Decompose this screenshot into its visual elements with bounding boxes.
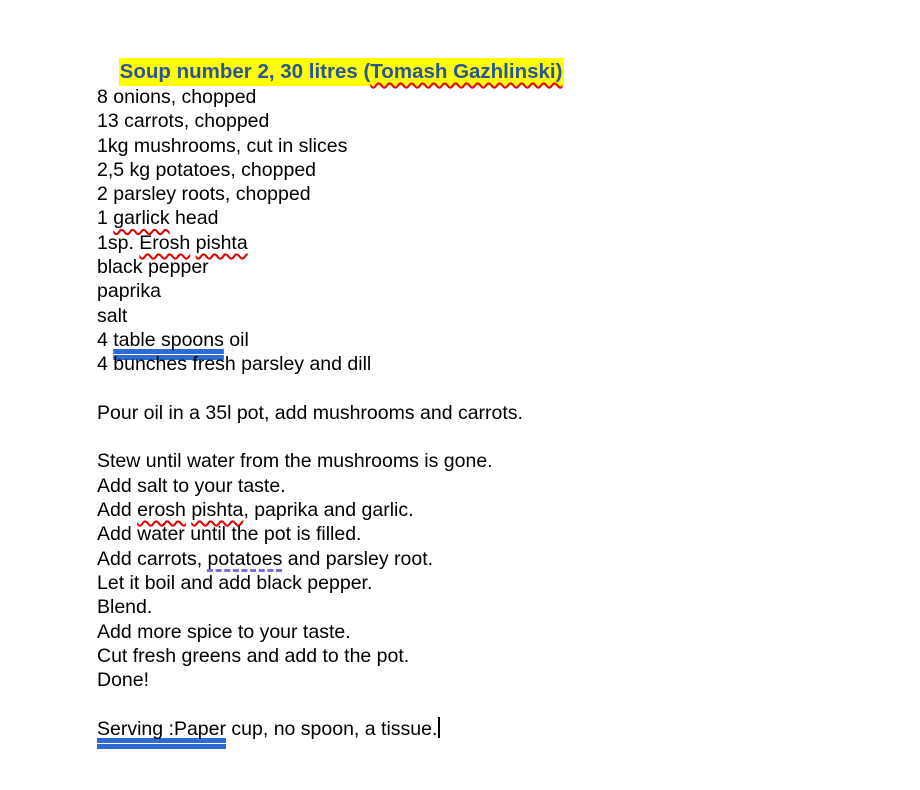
text-segment: and parsley root. bbox=[282, 547, 434, 570]
flagged-text-spell: erosh bbox=[137, 499, 186, 522]
text-segment: 1sp. bbox=[97, 231, 140, 254]
flagged-text-spell: garlick bbox=[113, 207, 170, 230]
text-segment: cup, no spoon, a tissue. bbox=[226, 717, 438, 740]
text-segment: Let it boil and add black pepper. bbox=[97, 571, 373, 594]
recipe-line bbox=[97, 134, 880, 158]
flagged-text-rewrite: potatoes bbox=[207, 547, 283, 570]
text-segment: 1kg mushrooms, cut in slices bbox=[97, 134, 348, 157]
recipe-line bbox=[97, 231, 880, 255]
text-segment: 8 onions, chopped bbox=[97, 86, 257, 108]
recipe-line bbox=[97, 547, 880, 571]
text-segment: Add carrots, bbox=[97, 547, 208, 570]
recipe-line bbox=[97, 206, 880, 230]
blank-line bbox=[97, 377, 880, 401]
flagged-text-spell: pishta bbox=[195, 231, 248, 254]
recipe-line bbox=[97, 474, 880, 498]
text-segment: 13 carrots, chopped bbox=[97, 110, 270, 133]
text-segment: Add salt to your taste. bbox=[97, 474, 286, 497]
text-segment: Blend. bbox=[97, 596, 153, 619]
text-segment: Add more spice to your taste. bbox=[97, 620, 351, 643]
text-segment: Pour oil in a 35l pot, add mushrooms and carrots. bbox=[97, 401, 523, 424]
text-segment: Soup number 2, 30 litres ( bbox=[119, 60, 371, 83]
text-segment: Stew until water from the mushrooms is gone. bbox=[97, 450, 493, 473]
text-segment: 1 bbox=[97, 207, 114, 230]
recipe-line bbox=[97, 595, 880, 619]
text-segment: salt bbox=[97, 304, 128, 327]
recipe-line bbox=[97, 255, 880, 279]
recipe-line bbox=[97, 522, 880, 546]
text-segment: Cut fresh greens and add to the pot. bbox=[97, 644, 410, 667]
flagged-text-grammar: Serving :Paper bbox=[97, 717, 226, 740]
text-segment: Add bbox=[97, 499, 138, 522]
recipe-line bbox=[97, 109, 880, 133]
recipe-line bbox=[97, 498, 880, 522]
flagged-text-spell: Tomash Gazhlinski) bbox=[370, 60, 563, 83]
recipe-line bbox=[97, 449, 880, 473]
text-segment: paprika bbox=[97, 280, 161, 303]
text-segment: head bbox=[169, 207, 219, 230]
recipe-line bbox=[97, 668, 880, 692]
recipe-line bbox=[97, 644, 880, 668]
recipe-line bbox=[97, 85, 880, 109]
text-segment: 2,5 kg potatoes, chopped bbox=[97, 158, 317, 181]
text-segment: black pepper bbox=[97, 256, 209, 279]
document-body bbox=[97, 85, 880, 741]
recipe-line bbox=[97, 328, 880, 352]
text-cursor bbox=[438, 717, 440, 738]
blank-line bbox=[97, 692, 880, 716]
flagged-text-grammar: table spoons bbox=[113, 328, 224, 351]
recipe-line bbox=[97, 717, 880, 741]
text-segment: Add water until the pot is filled. bbox=[97, 523, 362, 546]
recipe-line bbox=[97, 182, 880, 206]
flagged-text-spell: Erosh bbox=[139, 231, 191, 254]
recipe-line bbox=[97, 279, 880, 303]
recipe-line bbox=[97, 158, 880, 182]
blank-line bbox=[97, 425, 880, 449]
recipe-line bbox=[97, 304, 880, 328]
text-segment: oil bbox=[223, 328, 249, 351]
document-title-highlight bbox=[119, 58, 565, 86]
recipe-line bbox=[97, 352, 880, 376]
recipe-line bbox=[97, 620, 880, 644]
text-segment: , paprika and garlic. bbox=[243, 499, 414, 522]
recipe-line bbox=[97, 401, 880, 425]
recipe-line bbox=[97, 571, 880, 595]
text-segment: 2 parsley roots, chopped bbox=[97, 183, 311, 206]
text-segment: 4 bunches fresh parsley and dill bbox=[97, 353, 372, 376]
text-segment: Done! bbox=[97, 669, 150, 692]
text-segment: 4 bbox=[97, 328, 114, 351]
document-title bbox=[97, 33, 880, 83]
flagged-text-spell: pishta bbox=[191, 499, 244, 522]
